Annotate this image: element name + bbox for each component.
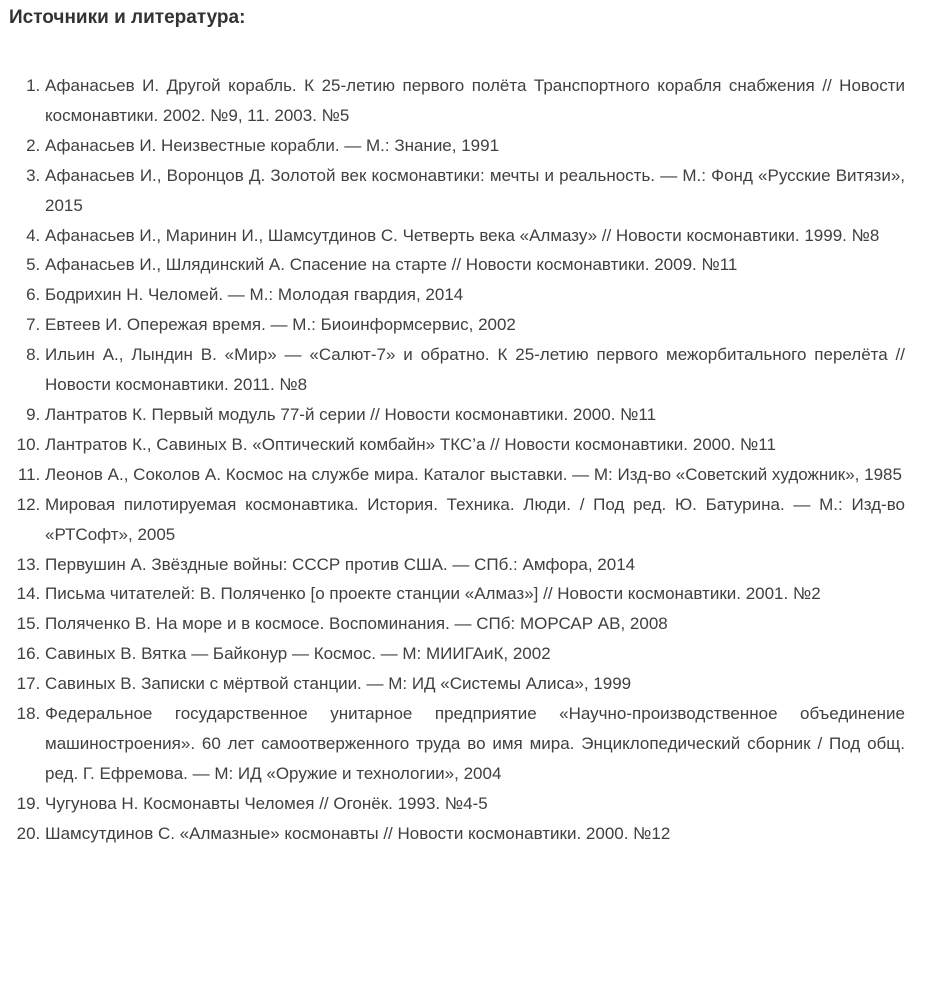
reference-item: 15. Поляченко В. На море и в космосе. Воспоминания. — СПб: МОРСАР АВ, 2008 bbox=[45, 609, 905, 639]
reference-item: 7. Евтеев И. Опережая время. — М.: Биоинформсервис, 2002 bbox=[45, 310, 905, 340]
reference-item: 9. Лантратов К. Первый модуль 77-й серии // Новости космонавтики. 2000. №11 bbox=[45, 400, 905, 430]
reference-item: 5. Афанасьев И., Шлядинский А. Спасение на старте // Новости космонавтики. 2009. №11 bbox=[45, 250, 905, 280]
reference-item: 14. Письма читателей: В. Поляченко [о проекте станции «Алмаз»] // Новости космонавтики. 2001. №2 bbox=[45, 579, 905, 609]
references-list bbox=[0, 71, 905, 849]
reference-item: 12. Мировая пилотируемая космонавтика. История. Техника. Люди. / Под ред. Ю. Батурина. — М.: Изд-во «РТСофт», 2005 bbox=[45, 490, 905, 550]
reference-item: 11. Леонов А., Соколов А. Космос на службе мира. Каталог выставки. — М: Изд-во «Советский художник», 1985 bbox=[45, 460, 905, 490]
reference-item: 4. Афанасьев И., Маринин И., Шамсутдинов С. Четверть века «Алмазу» // Новости космонавтики. 1999. №8 bbox=[45, 221, 905, 251]
reference-item: 17. Савиных В. Записки с мёртвой станции. — М: ИД «Системы Алиса», 1999 bbox=[45, 669, 905, 699]
reference-item: 19. Чугунова Н. Космонавты Челомея // Огонёк. 1993. №4-5 bbox=[45, 789, 905, 819]
reference-item: 18. Федеральное государственное унитарное предприятие «Научно-производственное объединение машиностроения». 60 лет самоотверженного труда во имя мира. Энциклопедический сборник / Под общ. ред. Г. Ефремова. — М: ИД «Оружие и технологии», 2004 bbox=[45, 699, 905, 789]
reference-item: 13. Первушин А. Звёздные войны: СССР против США. — СПб.: Амфора, 2014 bbox=[45, 550, 905, 580]
reference-item: 3. Афанасьев И., Воронцов Д. Золотой век космонавтики: мечты и реальность. — М.: Фонд «Русские Витязи», 2015 bbox=[45, 161, 905, 221]
reference-item: 6. Бодрихин Н. Челомей. — М.: Молодая гвардия, 2014 bbox=[45, 280, 905, 310]
reference-item: 10. Лантратов К., Савиных В. «Оптический комбайн» ТКС’а // Новости космонавтики. 2000. №11 bbox=[45, 430, 905, 460]
reference-item: 1. Афанасьев И. Другой корабль. К 25-летию первого полёта Транспортного корабля снабжения // Новости космонавтики. 2002. №9, 11. 2003. №5 bbox=[45, 71, 905, 131]
reference-item: 2. Афанасьев И. Неизвестные корабли. — М.: Знание, 1991 bbox=[45, 131, 905, 161]
reference-item: 16. Савиных В. Вятка — Байконур — Космос. — М: МИИГАиК, 2002 bbox=[45, 639, 905, 669]
page-title: Источники и литература: bbox=[9, 7, 246, 28]
reference-item: 8. Ильин А., Лындин В. «Мир» — «Салют-7» и обратно. К 25-летию первого межорбитального перелёта // Новости космонавтики. 2011. №8 bbox=[45, 340, 905, 400]
reference-item: 20. Шамсутдинов С. «Алмазные» космонавты // Новости космонавтики. 2000. №12 bbox=[45, 819, 905, 849]
